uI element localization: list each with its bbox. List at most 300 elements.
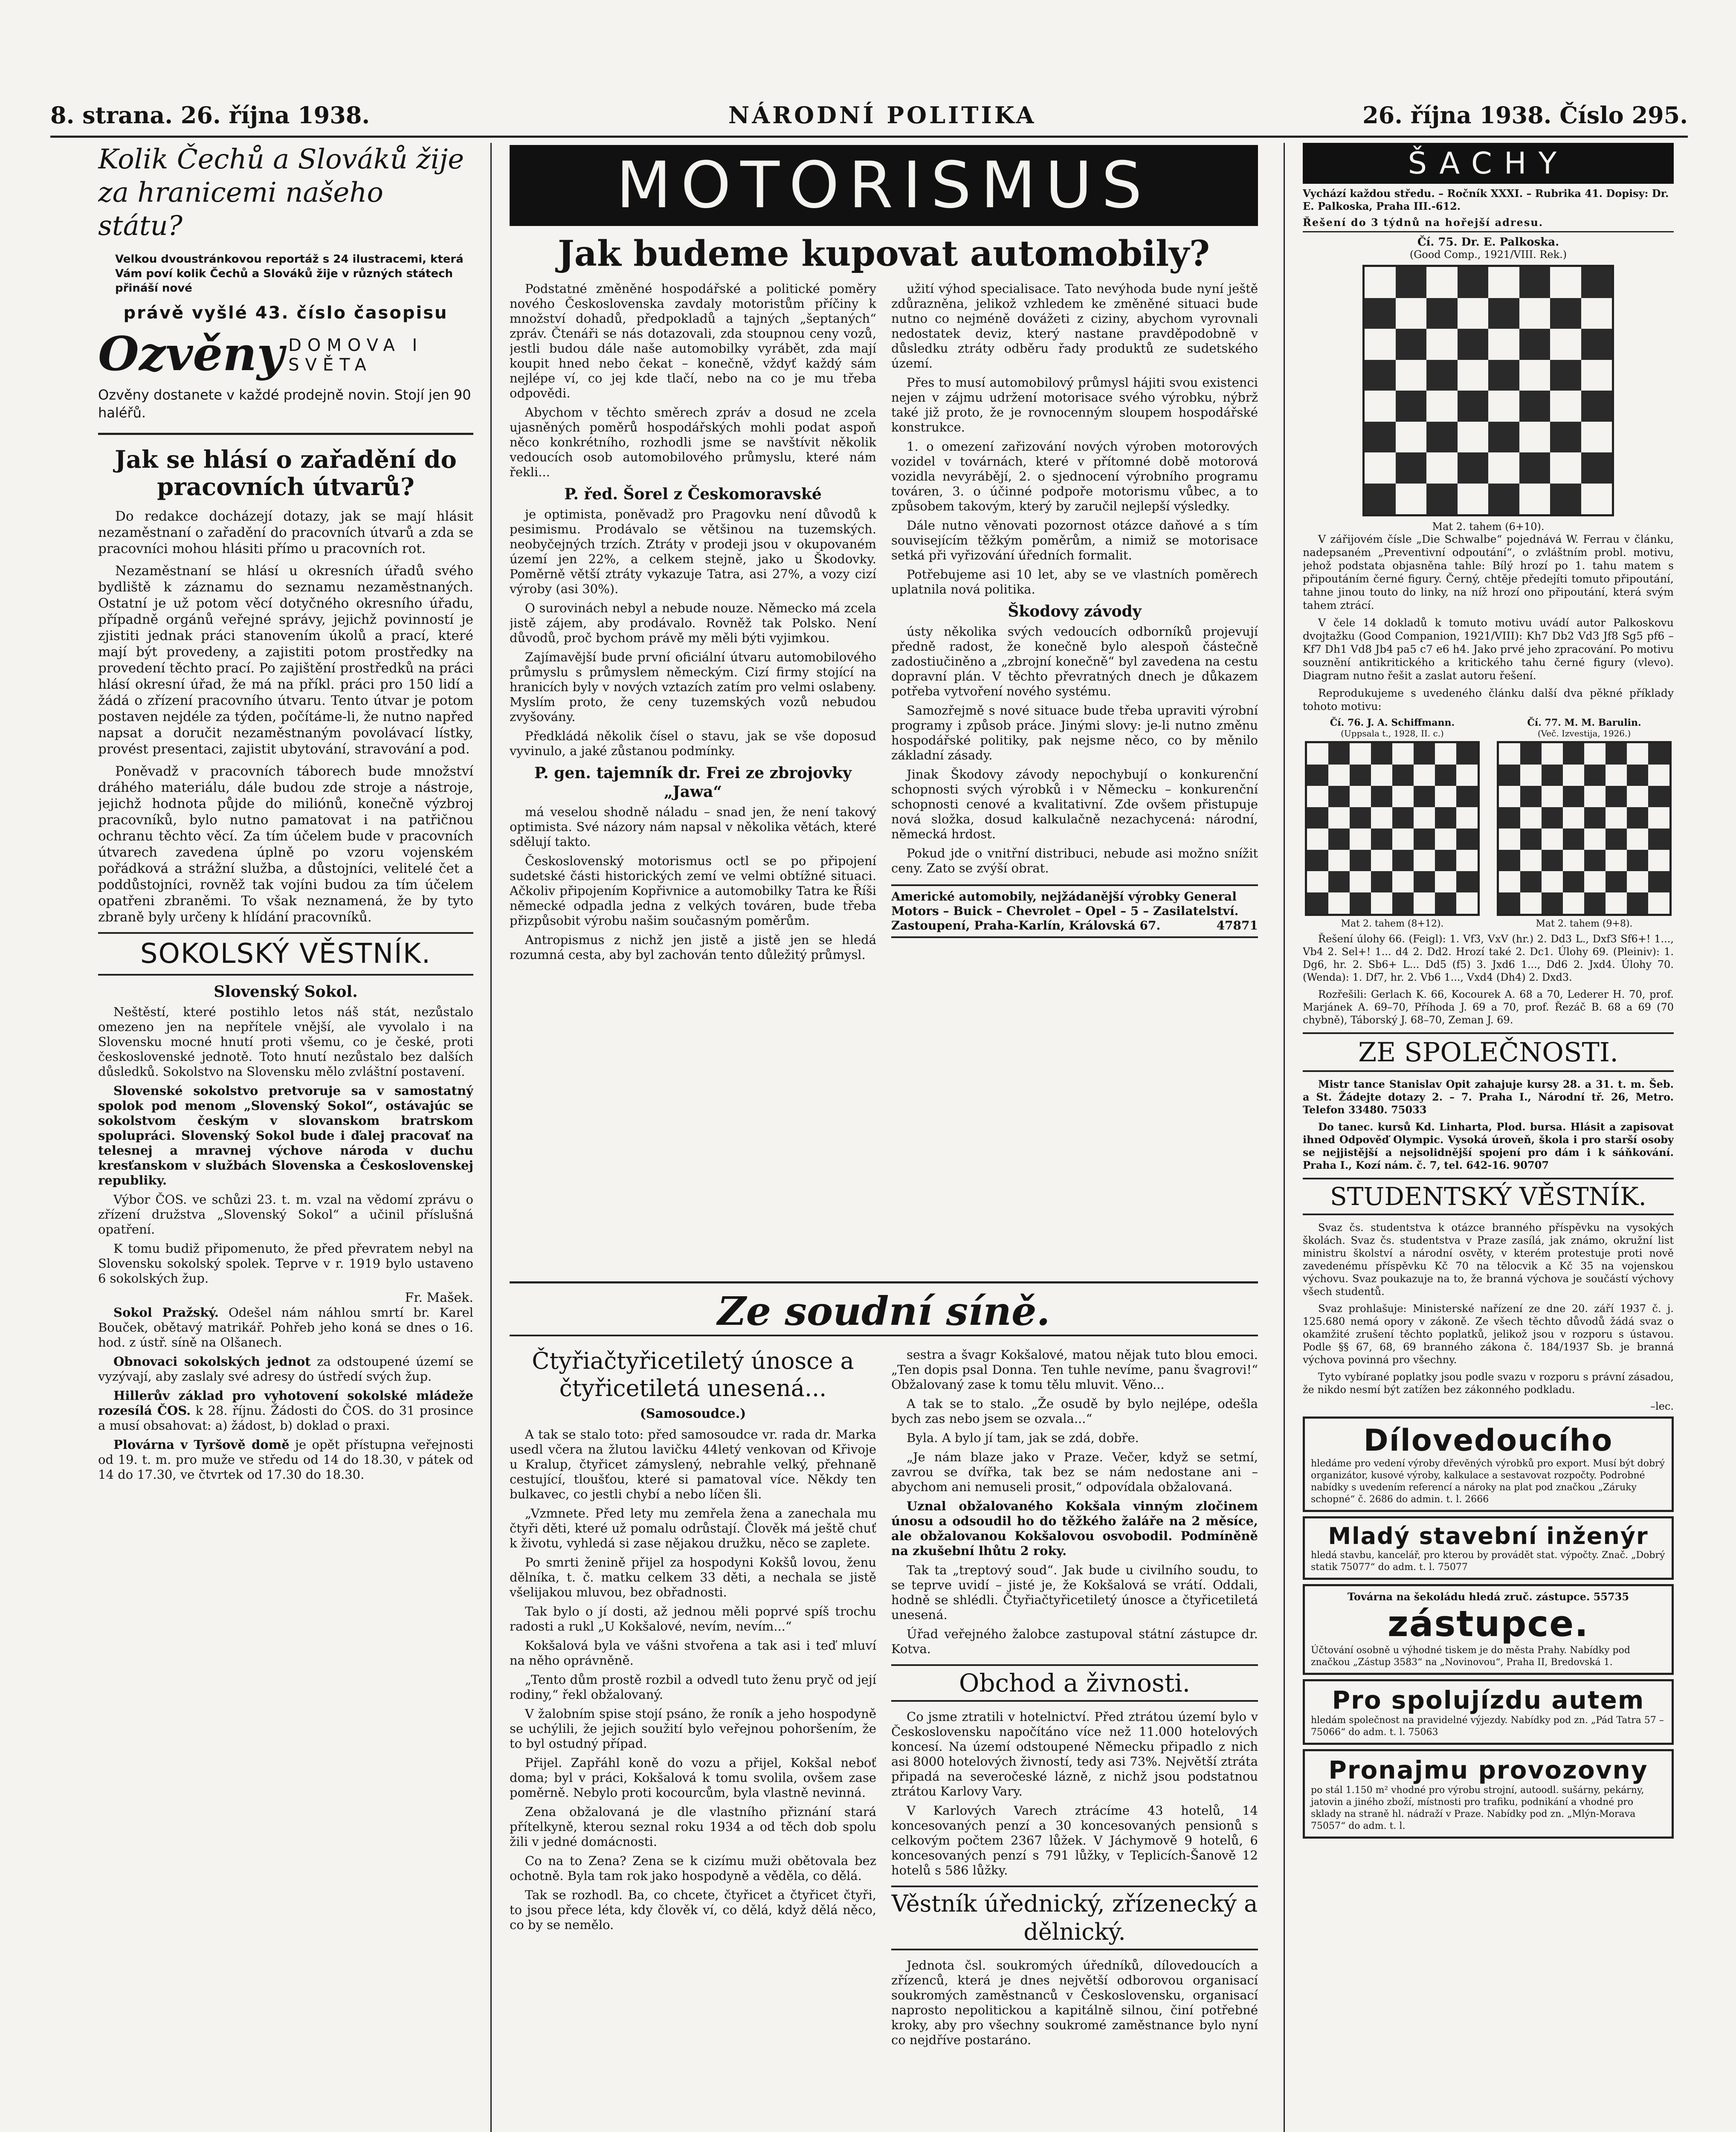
ad-spol-code: 75063 [1408, 1727, 1438, 1738]
chess-square [1392, 850, 1414, 871]
chess-square [1648, 786, 1669, 807]
chess-square [1426, 422, 1458, 453]
court-header: Ze soudní síně. [510, 1288, 1258, 1336]
clerks-paragraph: Jednota čsl. soukromých úředníků, dílovedoucích a zřízenců, která je dnes největší odborovou organisací soukromých zaměstnanců v Československu, organisací naprosto nepolitickou a kapitálně silnou, činí potřebné kroky, aby pro všechny soukromé zaměstnance bylo nyní co nejdříve postaráno. [891, 1958, 1258, 2047]
chess-square [1627, 786, 1648, 807]
motor-subhead: Škodovy závody [1008, 603, 1142, 620]
chess-square [1365, 360, 1396, 391]
chess-square [1488, 298, 1519, 329]
chess-square [1307, 786, 1328, 807]
chess-square [1396, 391, 1427, 422]
chess-square [1458, 391, 1489, 422]
ad-dilo-title: Dílovedoucího [1363, 1423, 1613, 1458]
american-cars-ad [891, 884, 1258, 938]
problem-1-source: (Good Comp., 1921/VIII. Rek.) [1409, 249, 1567, 261]
article-paragraph: Poněvadž v pracovních táborech bude množství dráhého materiálu, dále budou zde stroje a nástroje, jejichž hodnota půjde do miliónů, konečně výzbroj pracovníků, bylo nutno pamatovat i na patřičnou ochranu těchto věcí. Za tím účelem bude v pracovních útvarech zavedena úplně po vzoru vojenském pořádková a strážní služba, a důstojníci, velitelé čet a poddůstojníci, rovněž tak vojíni budou za tím účelem opatřeni zbraněmi. To však neznamená, že by tyto zbraně byly určeny k hlídání pracovníků. [98, 764, 473, 925]
chess-square [1328, 892, 1350, 914]
chess-square [1365, 484, 1396, 515]
motor-paragraph: Samozřejmě s nové situace bude třeba upraviti výrobní programy i způsob práce. Jinými slovy: je-li nutno změnu hospodářské politiky, pak nejsme něco, co by měnilo základní zásady. [891, 703, 1258, 762]
chess-square [1426, 360, 1458, 391]
chess-square [1519, 267, 1551, 298]
ad-zastupce-title: zástupce. [1387, 1603, 1589, 1645]
chess-square [1396, 298, 1427, 329]
ad-spol-title: Pro spolujízdu autem [1332, 1686, 1645, 1715]
ad-dilo-code: 2666 [1465, 1494, 1489, 1505]
chess-square [1488, 422, 1519, 453]
motor-paragraph: Antropismus z nichž jen jistě a jistě jen se hledá rozumná cesta, aby byl zachován tento důležitý průmysl. [510, 933, 876, 962]
chess-square [1488, 360, 1519, 391]
chess-square [1307, 743, 1328, 765]
motorismus-column-a [510, 281, 876, 1275]
ozveny-logo: Ozvěny [98, 326, 284, 381]
chess-square [1542, 828, 1563, 850]
ad-tovarna-code: 55735 [1593, 1590, 1629, 1603]
chess-square [1499, 807, 1520, 828]
chess-board-2 [1305, 741, 1480, 916]
chess-square [1542, 850, 1563, 871]
court-column-b [891, 1347, 1258, 2132]
chess-square [1456, 786, 1478, 807]
chess-square [1350, 850, 1371, 871]
chess-square [1307, 828, 1328, 850]
motor-paragraph: Přes to musí automobilový průmysl hájiti svou existenci nejen v zájmu udržení motorisace svého výrobku, nýbrž také již proto, že je rovnocenným sloupem hospodářské konstrukce. [891, 375, 1258, 435]
chess-square [1584, 850, 1606, 871]
chess-square [1414, 850, 1435, 871]
chess-square [1581, 422, 1612, 453]
court-subtitle: (Samosoudce.) [640, 1406, 746, 1421]
chess-square [1648, 807, 1669, 828]
chess-square [1307, 850, 1328, 871]
chess-square [1563, 786, 1584, 807]
chess-square [1414, 892, 1435, 914]
court-paragraph: Co na to Zena? Zena se k cizímu muži obětovala bez ochotně. Byla tam rok jako hospodyně a věděla, co dělá. [510, 1854, 876, 1883]
chess-square [1648, 828, 1669, 850]
chess-square [1519, 422, 1551, 453]
masthead-right: 26. října 1938. Číslo 295. [1362, 101, 1688, 129]
chess-square [1542, 786, 1563, 807]
sokol-pr-title: Sokol Pražský. [113, 1305, 219, 1320]
chess-square [1627, 807, 1648, 828]
chess-square [1350, 807, 1371, 828]
article-paragraph: Do redakce docházejí dotazy, jak se mají hlásit nezaměstnaní o zařadění do pracovních útvarů a zda se pracovníci mohou hlásiti přímo u pracovních rot. [98, 509, 473, 556]
court-title: Čtyřiačtyřicetiletý únosce a čtyřicetiletá unesená... [532, 1347, 854, 1402]
masthead [50, 101, 1688, 130]
student-signature: –lec. [1650, 1400, 1674, 1412]
chess-square [1350, 765, 1371, 786]
motor-subhead: P. gen. tajemník dr. Frei ze zbrojovky „Jawa“ [534, 764, 852, 801]
court-paragraph: Tak bylo o jí dosti, až jednou měli poprvé spíš trochu radosti a rukl „U Kokšalové, nevím, nevím...“ [510, 1604, 876, 1634]
chess-square [1519, 484, 1551, 515]
sokol-paragraph: K tomu budiž připomenuto, že před převratem nebyl na Slovensku sokolský spolek. Teprve v r. 1919 bylo ustaveno 6 sokolských žup. [98, 1241, 473, 1286]
society-item-2-code: 90707 [1513, 1159, 1549, 1171]
chess-square [1563, 850, 1584, 871]
motor-paragraph: má veselou shodně náladu – snad jen, že není takový optimista. Své názory nám napsal v několika větách, které sdělují takto. [510, 805, 876, 849]
divider [98, 433, 473, 435]
court-paragraph: V žalobním spise stojí psáno, že roník a jeho hospodyně se uchýlili, že jejich soužití bylo veřejnou pohoršením, že to byl ostudný případ. [510, 1706, 876, 1751]
chess-square [1396, 484, 1427, 515]
chess-square [1542, 871, 1563, 892]
trade-paragraph: V Karlových Varech ztrácíme 43 hotelů, 14 koncesovaných penzí a 30 koncesovaných pensionů s celkovým počtem 2367 lůžek. V Jáchymově 9 hotelů, 6 koncesovaných penzí s 791 lůžky, v Teplicích-Šanově 12 hotelů s 586 lůžky. [891, 1803, 1258, 1877]
chess-square [1627, 743, 1648, 765]
chess-square [1371, 765, 1392, 786]
chess-square [1606, 828, 1627, 850]
ad-mlady-code: 75077 [1437, 1562, 1468, 1573]
chess-square [1350, 786, 1371, 807]
chess-square [1392, 892, 1414, 914]
chess-square [1350, 743, 1371, 765]
chess-text: V zářijovém čísle „Die Schwalbe“ pojednává W. Ferrau v článku, nadepsaném „Preventivní odpoutání“, o zvláštním probl. motivu, jehož podstata objasněna tahle: Bílý hrozí po 1. tahu matem s připoutáním černé figury. Černý, chtěje předejíti tomuto připoutání, tahne jinou touto do linky, na níž hrozí ono připoutání, která svým tahem ztrácí. [1303, 533, 1674, 611]
chess-square [1520, 871, 1542, 892]
chess-square [1458, 360, 1489, 391]
chess-square [1499, 871, 1520, 892]
ad-mlady-title: Mladý stavební inženýr [1328, 1523, 1649, 1550]
chess-square [1520, 828, 1542, 850]
chess-square [1392, 807, 1414, 828]
chess-text: V čele 14 dokladů k tomuto motivu uvádí autor Palkoskovu dvojtažku (Good Companion, 1921/VIII): Kh7 Db2 Vd3 Jf8 Sg5 pf6 – Kf7 Dh1 Vd8 Jb4 pa5 c7 e6 h4. Jako prvé jeho zpracování. Po motivu souznění antikritického a kritického tahu černé figury (vlevo). Diagram nutno řešit a zaslat autoru řešení. [1303, 617, 1674, 682]
chess-square [1426, 298, 1458, 329]
chess-square [1414, 743, 1435, 765]
chess-square [1365, 391, 1396, 422]
section-rule [510, 1281, 1258, 1283]
ad-dilo-text: hledáme pro vedení výroby dřevěných výrobků pro export. Musí být dobrý organizátor, kusové výroby, kalkulace a sestavovat rozpočty. Podrobné nabídky s uvedením referencí a nároky na plat pod značkou „Záruky schopné“ č. 2686 do admin. t. l. [1311, 1458, 1665, 1505]
sokol-pr-text: Odešel nám náhlou smrtí br. Karel Bouček, obětavý matrikář. Pohřeb jeho koná se dnes o 16. hod. z ústř. síně na Olšanech. [98, 1305, 473, 1350]
chess-square [1581, 329, 1612, 360]
chess-square [1499, 892, 1520, 914]
chess-square [1606, 807, 1627, 828]
american-ad-code: 47871 [1216, 918, 1258, 933]
chess-square [1563, 807, 1584, 828]
chess-square [1581, 452, 1612, 484]
chess-square [1365, 267, 1396, 298]
chess-square [1307, 765, 1328, 786]
sokol-signature: Fr. Mašek. [405, 1290, 473, 1305]
chess-square [1458, 298, 1489, 329]
motor-paragraph: užití výhod specialisace. Tato nevýhoda bude nyní ještě zdůrazněna, jelikož vzhledem ke změněné situaci bude nutno co nejméně dovážeti z ciziny, abychom vyrovnali nedostatek deviz, který nastane pravděpodobně v důsledku ztráty odběru řady produktů ze sudetského území. [891, 281, 1258, 371]
chess-square [1584, 743, 1606, 765]
chess-square [1648, 892, 1669, 914]
motor-paragraph: Potřebujeme asi 10 let, aby se ve vlastních poměrech uplatnila nová politika. [891, 567, 1258, 597]
chess-square [1426, 267, 1458, 298]
motor-paragraph: Podstatné změněné hospodářské a politické poměry nového Československa zavdaly motoristům příčiny k množství dohadů, předpokladů a tajných „šeptaných“ zpráv. Čtenáři se nás dotazovali, zda stoupnou ceny vozů, jestli budou dále naše automobilky vyrábět, zda mají koupit hned nebo čekat – konečně, vždyť každý sám nejlépe ví, co jej kde tlačí, nebo na co je mu třeba odpovědi. [510, 281, 876, 400]
chess-square [1365, 452, 1396, 484]
problem-3-source: (Več. Izvestija, 1926.) [1537, 728, 1631, 739]
promo-issue: právě vyšlé 43. číslo časopisu [123, 303, 448, 323]
chess-square [1520, 850, 1542, 871]
chess-square [1392, 828, 1414, 850]
chess-board-1 [1362, 265, 1614, 516]
student-paragraph: Svaz čs. studentstva k otázce branného příspěvku na vysokých školách. Svaz čs. studentstva v Praze zasílá, jak známo, okružní list ministru školství a národní osvěty, v kterém protestuje proti nově zavedenému příspěvku Kč 70 na tělocvik a Kč 35 na vojenskou výchovu. Svaz poukazuje na to, že branná výchova je součástí výchovy všech studentů. [1303, 1222, 1674, 1298]
chess-square [1396, 360, 1427, 391]
court-paragraph: Přijel. Zapřáhl koně do vozu a přijel, Kokšal neboť doma; byl v práci, Kokšalová k tomu svolila, ovšem zase poměrně. Nebylo proti kocourcům, byla vlastně nevinná. [510, 1755, 876, 1800]
chess-square [1563, 765, 1584, 786]
chess-square [1365, 329, 1396, 360]
ad-inzenyr [1303, 1516, 1674, 1580]
problem-2 [1303, 717, 1482, 929]
motor-paragraph: Jinak Škodovy závody nepochybují o konkurenční schopnosti svých výrobků i v Německu – konkurenční schopnosti cenové a kvalitativní. Zde ovšem přistupuje nová složka, dosud kalkulačně nezachycená: národní, německá hrdost. [891, 767, 1258, 841]
chess-square [1414, 871, 1435, 892]
ad-dilovedouciho [1303, 1417, 1674, 1512]
chess-square [1426, 484, 1458, 515]
chess-square [1581, 484, 1612, 515]
chess-square [1307, 892, 1328, 914]
chess-square [1520, 786, 1542, 807]
chess-square [1371, 892, 1392, 914]
obnova-title: Obnovaci sokolských jednot [113, 1354, 311, 1369]
chess-square [1328, 828, 1350, 850]
chess-square [1550, 422, 1581, 453]
chess-square [1563, 892, 1584, 914]
trade-header: Obchod a živnosti. [891, 1664, 1258, 1702]
promo-logo-block [98, 326, 473, 381]
ad-zastupce-text: Účtování osobně u výhodné tiskem je do města Prahy. Nabídky pod značkou „Zástup 3583“ na „Novinovou“, Praha II, Bredovská 1. [1311, 1645, 1630, 1668]
motorismus-column-b [891, 281, 1258, 1275]
motor-paragraph: je optimista, poněvadž pro Pragovku není důvodů k pesimismu. Prodávalo se většinou na tuzemských. neobyčejných trzích. Ztráty v prodeji jsou v okupovaném území jen 22%, a celkem stejně, jako u Škodovky. Poměrně větší ztráty vykazuje Tatra, asi 27%, a vozy cizí výroby (asi 30%). [510, 507, 876, 596]
chess-square [1328, 743, 1350, 765]
chess-square [1456, 871, 1478, 892]
problem-2-source: (Uppsala t., 1928, II. c.) [1341, 728, 1444, 739]
chess-square [1328, 807, 1350, 828]
chess-square [1414, 807, 1435, 828]
chess-square [1350, 892, 1371, 914]
chess-square [1435, 892, 1456, 914]
chess-square [1488, 329, 1519, 360]
chess-square [1581, 391, 1612, 422]
court-paragraph: Tak ta „treptový soud“. Jak bude u civilního soudu, to se teprve uvidí – jisté je, že Kokšalová se vrátí. Oddali, hodně se shlédli. Čtyřiačtyřicetiletý únosce a čtyřicetiletá unesená. [891, 1563, 1258, 1622]
chess-square [1435, 743, 1456, 765]
chess-square [1396, 422, 1427, 453]
chess-square [1328, 765, 1350, 786]
sokol-header: SOKOLSKÝ VĚSTNÍK. [98, 932, 473, 976]
ad-zastupce [1303, 1584, 1674, 1675]
chess-square [1584, 807, 1606, 828]
sokol-paragraph: Výbor ČOS. ve schůzi 23. t. m. vzal na vědomí zprávu o zřízení družstva „Slovenský Sokol“ a učinil příslušná opatření. [98, 1192, 473, 1237]
student-paragraph: Tyto vybírané poplatky jsou podle svazu v rozporu s právní zásadou, že nikdo nesmí být zatížen bez zákonného podkladu. [1303, 1371, 1674, 1396]
motor-paragraph: Abychom v těchto směrech zpráv a dosud ne zcela ujasněných poměrů hospodářských mohli podat aspoň něco konkrétního, rozhodli jsme se navštívit několik vedoucích osob automobilového průmyslu, které nám řekli... [510, 405, 876, 479]
chess-square [1350, 871, 1371, 892]
chess-square [1307, 807, 1328, 828]
motor-paragraph: Předkládá několik čísel o stavu, jak se vše doposud vyvinulo, a jaké zůstanou podmínky. [510, 729, 876, 758]
chess-square [1627, 871, 1648, 892]
court-paragraph: Byla. A bylo jí tam, jak se zdá, dobře. [907, 1431, 1139, 1445]
chess-square [1435, 850, 1456, 871]
trade-paragraph: Co jsme ztratili v hotelnictví. Před ztrátou území bylo v Československu napočítáno více než 11.000 hotelových koncesí. Na území odstoupené Německu připadlo z nich asi 8000 hotelových živností, tedy asi 73%. Největší ztráta připadá na severočeské lázně, z nichž jsou podstatnou ztrátou Karlovy Vary. [891, 1709, 1258, 1799]
chess-square [1456, 765, 1478, 786]
column-rule [490, 143, 492, 2132]
chess-square [1499, 765, 1520, 786]
problems-2-3 [1303, 717, 1674, 929]
chess-square [1458, 422, 1489, 453]
society-item-1-code: 75033 [1391, 1104, 1427, 1116]
chess-square [1519, 452, 1551, 484]
column-rule [1284, 143, 1285, 2132]
ad-spol-text: hledám společnost na pravidelné výjezdy. Nabídky pod zn. „Pád Tatra 57 – 75066“ do adm. t. l. [1311, 1715, 1664, 1738]
motor-paragraph: O surovinách nebyl a nebude nouze. Německo má zcela jistě zájem, aby prodávalo. Rovněž tak Polsko. Není důvodů, proč bychom právě my měli býti vyjimkou. [510, 601, 876, 645]
chess-square [1581, 360, 1612, 391]
court-column-a [510, 1347, 876, 2132]
masthead-left: 8. strana. 26. října 1938. [50, 101, 370, 129]
chess-square [1627, 892, 1648, 914]
column-right [1303, 143, 1674, 2132]
problem-2-caption: Mat 2. tahem (8+12). [1341, 918, 1444, 929]
article-title: Jak se hlásí o zařadění do pracovních útvarů? [115, 446, 457, 501]
chess-square [1520, 892, 1542, 914]
chess-square [1606, 892, 1627, 914]
motor-paragraph: Dále nutno věnovati pozornost otázce daňové a s tím souvisejícím těžkým poměrům, a nimiž se motorisace setká při vyřizování úředních formalit. [891, 518, 1258, 562]
society-item-1: Mistr tance Stanislav Opit zahajuje kursy 28. a 31. t. m. Šeb. a St. Žádejte dotazy 2. – 7. Praha I., Národní tř. 26, Metro. Telefon 33480. [1303, 1078, 1674, 1116]
chess-square [1414, 786, 1435, 807]
chess-square [1648, 765, 1669, 786]
chess-square [1584, 892, 1606, 914]
chess-square [1435, 807, 1456, 828]
student-paragraph: Svaz prohlašuje: Ministerské nařízení ze dne 20. září 1937 č. j. 125.680 nemá opory v zákoně. Ze všech těchto důvodů žádá svaz o okamžité zrušení těchto poplatků, jelikož jsou v rozporu s ústavou. Podle §§ 67, 68, 69 branného zákona č. 184/1937 Sb. je branná výchova povinná pro všechny. [1303, 1303, 1674, 1366]
chess-square [1488, 267, 1519, 298]
chess-square [1499, 743, 1520, 765]
chess-square [1581, 298, 1612, 329]
chess-square [1550, 360, 1581, 391]
chess-square [1550, 391, 1581, 422]
problem-1-caption: Mat 2. tahem (6+10). [1432, 521, 1545, 533]
chess-square [1563, 743, 1584, 765]
chess-square [1435, 871, 1456, 892]
court-paragraph: Kokšalová byla ve vášni stvořena a tak asi i teď mluví na něho oprávněně. [510, 1638, 876, 1668]
chess-square [1456, 743, 1478, 765]
chess-square [1584, 871, 1606, 892]
chess-square [1563, 871, 1584, 892]
chess-square [1365, 422, 1396, 453]
chess-square [1488, 452, 1519, 484]
chess-square [1542, 807, 1563, 828]
court-paragraph: Zena obžalovaná je dle vlastního přiznání stará přítelkyně, kterou seznal roku 1934 a od těch dob spolu žili v jedné domácnosti. [510, 1805, 876, 1849]
chess-square [1550, 298, 1581, 329]
motor-paragraph: 1. o omezení zařizování nových výroben motorových vozidel v továrnách, které v přítomné době motorová vozidla nevyrábějí, 2. o sjednocení výrobního programu továren, 3. o účinné podpoře motorismu vůbec, a to způsobem takovým, který by zaručil nejlepší výsledky. [891, 439, 1258, 513]
chess-square [1328, 786, 1350, 807]
ad-mlady-text: hledá stavbu, kancelář, pro kterou by provádět stat. výpočty. Znač. „Dobrý statik 75077“ do adm. t. l. [1311, 1550, 1665, 1573]
chess-square [1648, 871, 1669, 892]
ad-pronajmu [1303, 1749, 1674, 1839]
court-paragraph: A tak se stalo toto: před samosoudce vr. rada dr. Marka usedl včera na žlutou lavičku 44letý venkovan od Křivoje u Kralup, čtyřicet zámyslený, nebrahle velký, přehnaně cestující, tloušťou, které si pamatoval více. Někdy ten bulkavec, co jestli chybí a nebo líčen šli. [510, 1427, 876, 1501]
chess-square [1488, 484, 1519, 515]
chess-square [1520, 807, 1542, 828]
chess-square [1550, 484, 1581, 515]
promo-text: Velkou dvoustránkovou reportáž s 24 ilustracemi, která Vám poví kolik Čechů a Slováků žije v různých státech přináší nové [115, 253, 464, 295]
chess-square [1499, 850, 1520, 871]
motorismus-banner: MOTORISMUS [510, 145, 1258, 226]
chess-square [1563, 828, 1584, 850]
chess-square [1371, 786, 1392, 807]
court-paragraph: Tak se rozhodl. Ba, co chcete, čtyřicet a čtyřicet čtyři, to jsou přece léta, kdy člověk ví, co dělá, když dělá něco, co by se nemělo. [510, 1888, 876, 1932]
sokol-title: Slovenský Sokol. [214, 983, 358, 1001]
chess-square [1542, 765, 1563, 786]
chess-square [1328, 850, 1350, 871]
plavarna-text: je opět přístupna veřejnosti od 19. t. m. pro muže ve středu od 14 do 18.30, v pátek od 14 do 17.30, ve čtvrtek od 17.30 do 18.30. [98, 1437, 473, 1482]
chess-square [1606, 765, 1627, 786]
chess-square [1456, 892, 1478, 914]
motorismus-headline: Jak budeme kupovat automobily? [557, 233, 1210, 274]
court-verdict: Uznal obžalovaného Kokšala vinným zločinem únosu a odsoudil ho do těžkého žaláře na 2 měsíce, ale obžalovanou Kokšalovou osvobodil. Podmíněně na zkušební lhůtu 2 roky. [891, 1499, 1258, 1558]
obnova-text: za odstoupené území se vyzývají, aby zaslaly své adresy do ústředí svých žup. [98, 1354, 473, 1384]
chess-square [1648, 743, 1669, 765]
student-header: STUDENTSKÝ VĚSTNÍK. [1303, 1178, 1674, 1215]
chess-square [1519, 360, 1551, 391]
court-paragraph: „Je nám blaze jako v Praze. Večer, když se setmí, zavrou se dvířka, tak bez se nám nedostane ani – abychom ani nemuseli prosit,“ odpovídala obžalovaná. [891, 1450, 1258, 1494]
chess-square [1458, 329, 1489, 360]
chess-square [1458, 452, 1489, 484]
chess-square [1458, 267, 1489, 298]
chess-square [1519, 298, 1551, 329]
problem-2-title: Čí. 76. J. A. Schiffmann. [1330, 717, 1455, 728]
masthead-rule [50, 136, 1688, 138]
chess-square [1520, 743, 1542, 765]
chess-square [1648, 850, 1669, 871]
problem-3-title: Čí. 77. M. M. Barulin. [1527, 717, 1641, 728]
chess-square [1435, 765, 1456, 786]
article-paragraph: Nezaměstnaní se hlásí u okresních úřadů svého bydliště k záznamu do seznamu nezaměstnaných. Ostatní je už potom věcí dotyčného okresního úřadu, případně orgánů veřejné správy, jejichž povinností je zjistiti jednak práci stanovením úkolů a prací, které mají být provedeny, a zajistiti potom prostředky na provedení těchto prací. Po zajištění prostředků na práci hlásí okresní úřad, že má na příkl. práci pro 150 lidí a žádá o zřízení pracovního útvaru. Tento útvar je potom postaven nejdéle za týden, počítáme-li, že nutno napřed napsat a doručit nezaměstnaným povolávací lístky, provést presentaci, zajistit ubytování, stravování a pod. [98, 563, 473, 757]
chess-square [1519, 329, 1551, 360]
chess-square [1365, 298, 1396, 329]
chess-square [1550, 267, 1581, 298]
court-paragraph: Úřad veřejného žalobce zastupoval státní zástupce dr. Kotva. [891, 1627, 1258, 1656]
american-ad-text: Americké automobily, nejžádanější výrobky General Motors – Buick – Chevrolet – Opel – 5 – Zasilatelství. Zastoupení, Praha-Karlín, Královská 67. [891, 889, 1239, 933]
clerks-header: Věstník úřednický, zřízenecký a dělnický. [891, 1886, 1258, 1950]
chess-text: Reprodukujeme s uvedeného článku další dva pěkné příklady tohoto motivu: [1303, 687, 1674, 713]
chess-square [1581, 267, 1612, 298]
motor-subhead: P. řed. Šorel z Českomoravské [564, 485, 822, 503]
chess-solutions: Řešení úlohy 66. (Feigl): 1. Vf3, VxV (hr.) 2. Dd3 L., Dxf3 Sf6+! 1..., Vb4 2. Sel+! 1... d4 2. Dd2. Hrozí také 2. Dc1. Úlohy 69. (Pleiniv): 1. Dg6, hr. 2. Sb6+ L... Dd5 (f5) 3. Jxd6 1..., Dd6 2. Jxd4. Úlohy 70. (Wenda): 1. Df7, hr. 2. Vb6 1..., Vxd4 (Dh4) 2. Dxd3. [1303, 933, 1674, 983]
promo-price: Ozvěny dostanete v každé prodejně novin. Stojí jen 90 haléřů. [98, 387, 471, 421]
chess-info: Vychází každou středu. – Ročník XXXI. – Rubrika 41. Dopisy: Dr. E. Palkoska, Praha III.-612. [1303, 187, 1669, 212]
motor-paragraph: ústy několika svých vedoucích odborníků projevují předně radost, že konečně bylo alespoň částečně zadostiučiněno a „zbrojní konečně“ byl zavedena na cestu dopravní plán. V těchto převratných dnech je důkazem potřeba vytvoření nového systému. [891, 624, 1258, 698]
sokol-paragraph: Slovenské sokolstvo pretvoruje sa v samostatný spolok pod menom „Slovenský Sokol“, ostávajúc se sokolstvom českým v slovanskom bratrskom spolupráci. Slovenský Sokol bude i ďalej pracovať na telesnej a mravnej výchove národa v duchu kresťanskom v službách Slovenska a Československej republiky. [98, 1083, 473, 1188]
chess-square [1426, 452, 1458, 484]
chess-square [1458, 484, 1489, 515]
chess-square [1426, 391, 1458, 422]
chess-square [1499, 828, 1520, 850]
chess-square [1414, 765, 1435, 786]
ad-pronajmu-title: Pronajmu provozovny [1328, 1755, 1648, 1784]
court-paragraph: sestra a švagr Kokšalové, matou nějak tuto blou emoci. „Ten dopis psal Donna. Ten tuhle nevíme, panu švagrovi!“ Obžalovaný zase k tomu tělu mluvit. Věno... [891, 1347, 1258, 1392]
chess-square [1414, 828, 1435, 850]
problem-3-caption: Mat 2. tahem (9+8). [1536, 918, 1633, 929]
chess-square [1542, 743, 1563, 765]
chess-square [1456, 807, 1478, 828]
court-paragraph: A tak se to stalo. „Že osudě by bylo nejlépe, odešla bych zas nebo jsem se ozvala...“ [891, 1396, 1258, 1426]
hrbr-title: Hillerův základ pro vyhotovení sokolské mládeže rozesílá ČOS. [98, 1388, 473, 1418]
ozveny-sub: DOMOVA I SVĚTA [288, 336, 423, 375]
chess-square [1584, 828, 1606, 850]
chess-square [1396, 452, 1427, 484]
chess-board-3 [1497, 741, 1672, 916]
chess-square [1550, 452, 1581, 484]
chess-info-2: Řešení do 3 týdnů na hořejší adresu. [1303, 216, 1674, 232]
court-paragraph: „Tento dům prostě rozbil a odvedl tuto ženu pryč od její rodiny,“ řekl obžalovaný. [510, 1672, 876, 1702]
motor-paragraph: Zajímavější bude první oficiální útvaru automobilového průmyslu s průmyslem německým. Cizí firmy stojící na hranicích byly v nových vztazích zatím pro velmi oslabeny. Myslím proto, že ceny tuzemských vozů nebudou zvyšovány. [510, 650, 876, 724]
chess-square [1627, 765, 1648, 786]
promo-title: Kolik Čechů a Slováků žije za hranicemi našeho státu? [98, 144, 464, 242]
chess-square [1456, 850, 1478, 871]
chess-square [1606, 786, 1627, 807]
ad-pronajmu-text: po stál 1.150 m² vhodné pro výrobu strojní, autoodl. sušárny, pekárny, jatovin a jiného zboží, místnosti pro trafiku, podnikání a vhodné pro sklady na straně hl. nádraží v Praze. Nabídky pod zn. „Mlýn-Morava 75057“ do adm. t. l. [1311, 1785, 1644, 1831]
chess-square [1392, 786, 1414, 807]
chess-header: ŠACHY [1303, 143, 1674, 184]
chess-square [1392, 743, 1414, 765]
chess-square [1307, 871, 1328, 892]
ad-spolujizda [1303, 1679, 1674, 1745]
chess-square [1371, 828, 1392, 850]
chess-square [1627, 850, 1648, 871]
chess-square [1606, 743, 1627, 765]
ad-tovarna-text: Továrna na šekoládu hledá zruč. zástupce. [1347, 1590, 1590, 1603]
chess-square [1396, 267, 1427, 298]
